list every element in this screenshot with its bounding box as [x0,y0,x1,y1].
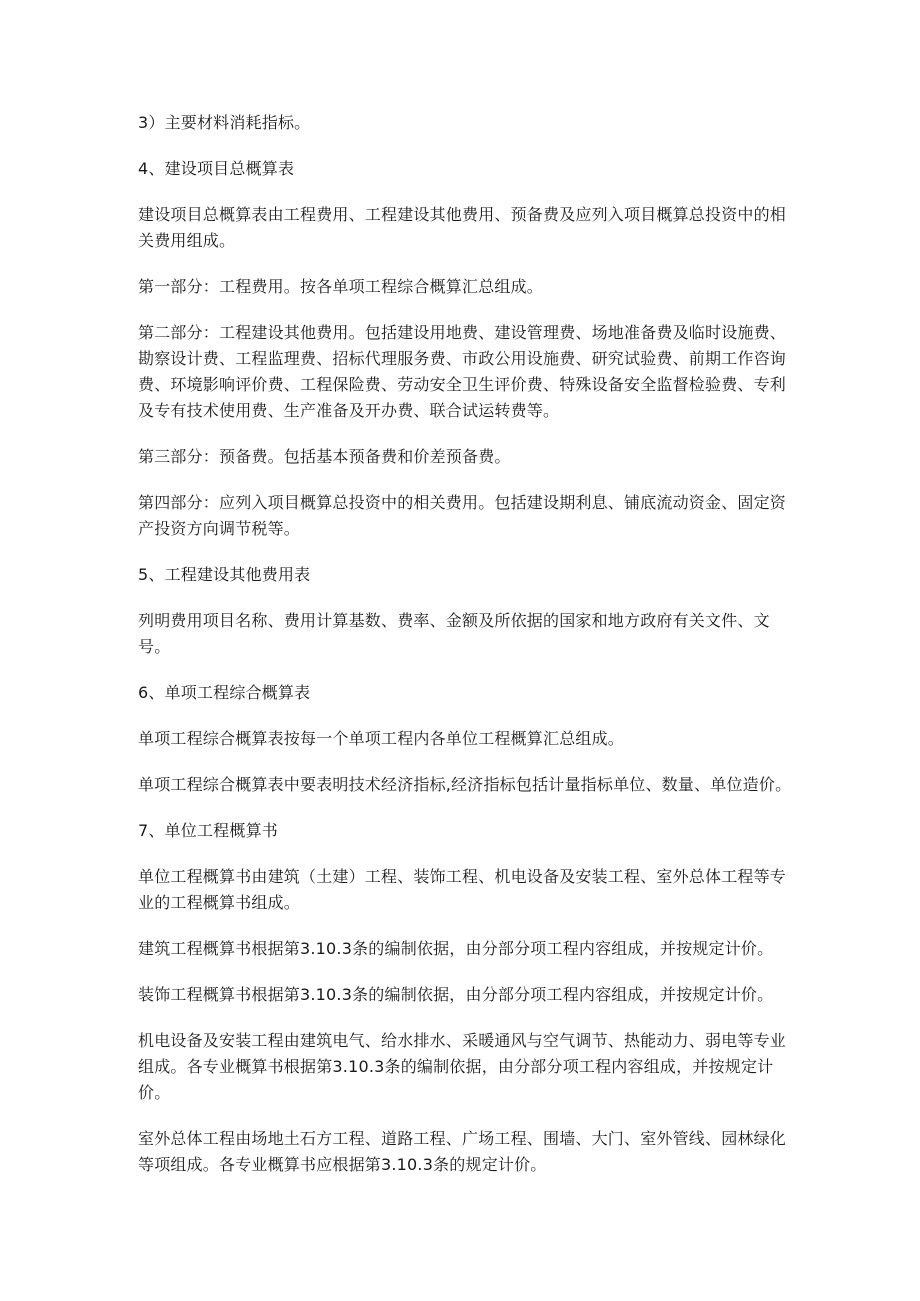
paragraph: 建筑工程概算书根据第3.10.3条的编制依据，由分部分项工程内容组成，并按规定计价。 [138,939,774,958]
paragraph: 单位工程概算书由建筑（土建）工程、装饰工程、机电设备及安装工程、室外总体工程等专业的工程概算书组成。 [138,867,787,912]
paragraph: 室外总体工程由场地土石方工程、道路工程、广场工程、围墙、大门、室外管线、园林绿化等项组成。各专业概算书应根据第3.10.3条的规定计价。 [138,1129,787,1174]
section-heading-6: 6、单项工程综合概算表 [138,683,311,702]
section-heading-7: 7、单位工程概算书 [138,821,278,840]
paragraph: 第三部分：预备费。包括基本预备费和价差预备费。 [138,447,511,466]
paragraph: 列明费用项目名称、费用计算基数、费率、金额及所依据的国家和地方政府有关文件、文号。 [138,611,770,656]
paragraph: 第四部分：应列入项目概算总投资中的相关费用。包括建设期利息、铺底流动资金、固定资产投资方向调节税等。 [138,493,787,538]
paragraph: 装饰工程概算书根据第3.10.3条的编制依据，由分部分项工程内容组成，并按规定计价。 [138,985,774,1004]
section-heading-4: 4、建设项目总概算表 [138,159,295,178]
paragraph: 单项工程综合概算表中要表明技术经济指标,经济指标包括计量指标单位、数量、单位造价。 [138,775,792,794]
paragraph: 第二部分：工程建设其他费用。包括建设用地费、建设管理费、场地准备费及临时设施费、勘察设计费、工程监理费、招标代理服务费、市政公用设施费、研究试验费、前期工作咨询费、环境影响评价费、工程保险费、劳动安全卫生评价费、特殊设备安全监督检验费、专利及专有技术使用费、生产准备及开办费、联合试运转费等。 [138,323,787,420]
section-heading-5: 5、工程建设其他费用表 [138,565,311,584]
document-body [138,110,798,1178]
paragraph: 第一部分：工程费用。按各单项工程综合概算汇总组成。 [138,277,544,296]
paragraph: 机电设备及安装工程由建筑电气、给水排水、采暖通风与空气调节、热能动力、弱电等专业组成。各专业概算书根据第3.10.3条的编制依据，由分部分项工程内容组成，并按规定计价。 [138,1031,787,1102]
paragraph: 建设项目总概算表由工程费用、工程建设其他费用、预备费及应列入项目概算总投资中的相关费用组成。 [138,205,787,250]
item-heading-3: 3）主要材料消耗指标。 [138,113,311,132]
paragraph: 单项工程综合概算表按每一个单项工程内各单位工程概算汇总组成。 [138,729,625,748]
